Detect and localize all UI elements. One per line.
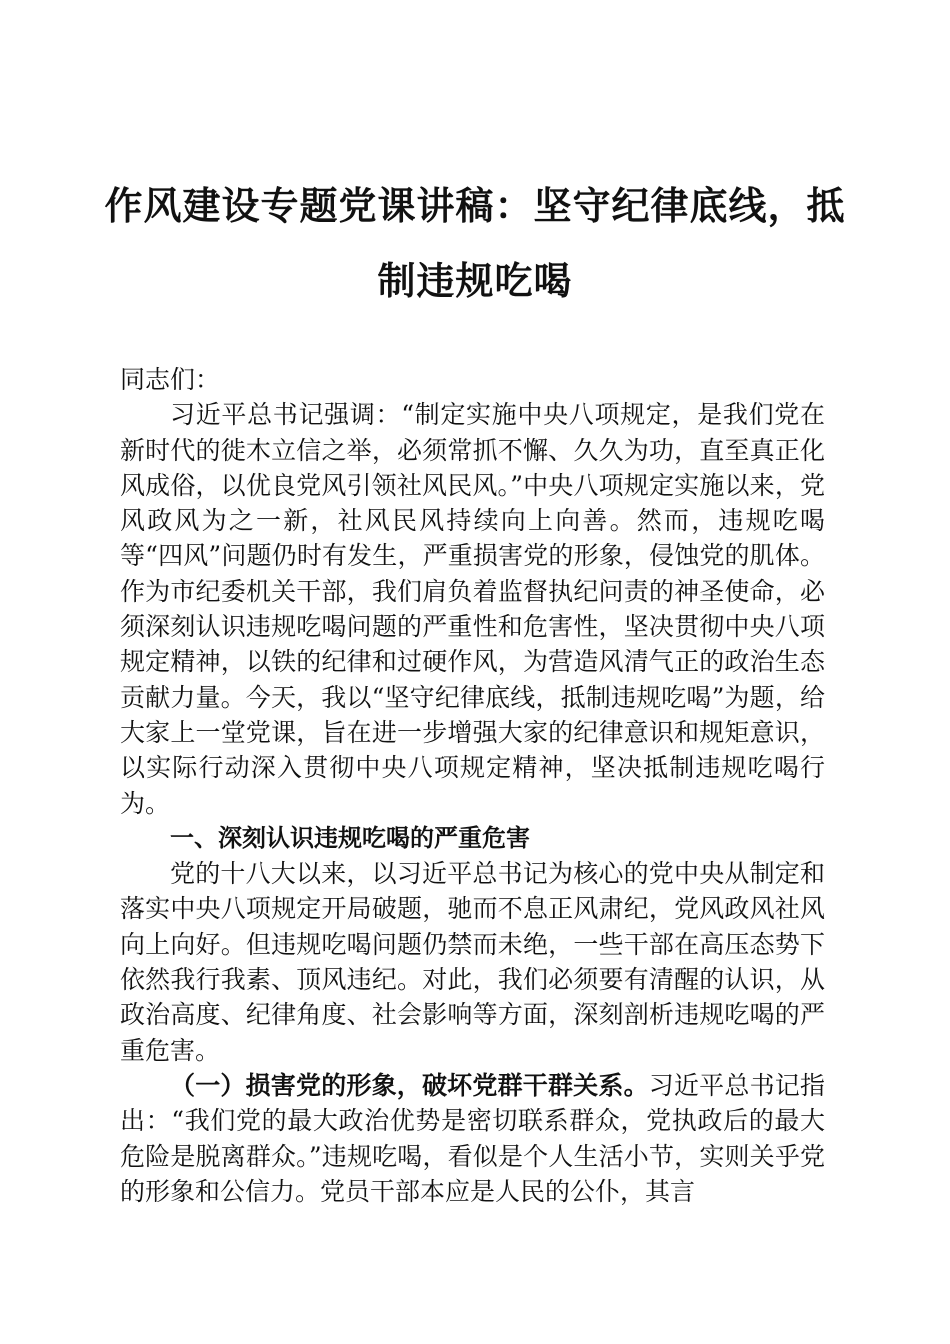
- document-body: [120, 362, 825, 1209]
- document-title: 作风建设专题党课讲稿：坚守纪律底线，抵制违规吃喝: [104, 183, 846, 303]
- section-1-heading: 一、深刻认识违规吃喝的严重危害: [170, 823, 530, 852]
- section-1-paragraph: 党的十八大以来，以习近平总书记为核心的党中央从制定和落实中央八项规定开局破题，驰而不息正风肃纪，党风政风社风向上向好。但违规吃喝问题仍禁而未绝，一些干部在高压态势下依然我行我素、顶风违纪。对此，我们必须要有清醒的认识，从政治高度、纪律角度、社会影响等方面，深刻剖析违规吃喝的严重危害。: [120, 859, 825, 1065]
- subsection-1-paragraph: [120, 1068, 825, 1209]
- intro-paragraph: 习近平总书记强调：“制定实施中央八项规定，是我们党在新时代的徙木立信之举，必须常抓不懈、久久为功，直至真正化风成俗，以优良党风引领社风民风。”中央八项规定实施以来，党风政风为之一新，社风民风持续向上向善。然而，违规吃喝等“四风”问题仍时有发生，严重损害党的形象，侵蚀党的肌体。作为市纪委机关干部，我们肩负着监督执纪问责的神圣使命，必须深刻认识违规吃喝问题的严重性和危害性，坚决贯彻中央八项规定精神，以铁的纪律和过硬作风，为营造风清气正的政治生态贡献力量。今天，我以“坚守纪律底线，抵制违规吃喝”为题，给大家上一堂党课，旨在进一步增强大家的纪律意识和规矩意识，以实际行动深入贯彻中央八项规定精神，坚决抵制违规吃喝行为。: [120, 400, 825, 818]
- subsection-1-heading: （一）损害党的形象，破坏党群干群关系。: [170, 1070, 649, 1100]
- subsection-1-text: 习近平总书记指出：“我们党的最大政治优势是密切联系群众，党执政后的最大危险是脱离群众。”违规吃喝，看似是个人生活小节，实则关乎党的形象和公信力。党员干部本应是人民的公仆，其言: [120, 1070, 825, 1206]
- salutation: 同志们：: [120, 365, 221, 394]
